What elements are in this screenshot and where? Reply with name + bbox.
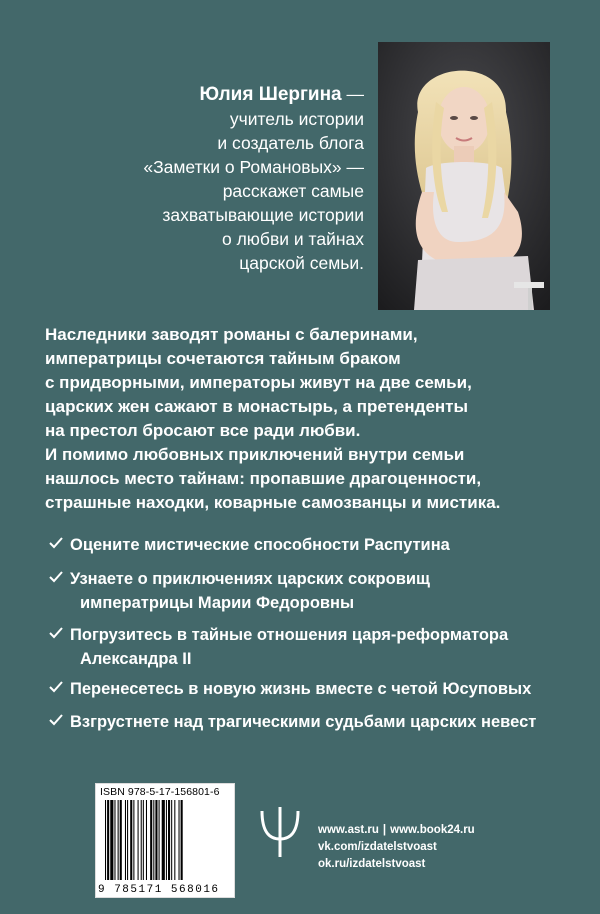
feature-line-2: Александра II xyxy=(80,650,192,668)
feature-text xyxy=(70,567,430,615)
author-photo xyxy=(378,42,550,310)
feature-text xyxy=(70,533,450,557)
book-description xyxy=(45,323,565,515)
feature-line: Перенесетесь в новую жизнь вместе с четой Юсуповых xyxy=(70,680,532,698)
isbn-number: ISBN 978-5-17-156801-6 xyxy=(100,786,220,798)
feature-text xyxy=(70,710,536,734)
link-separator: | xyxy=(382,824,387,836)
barcode-digits: 9 785171 568016 xyxy=(98,884,220,896)
feature-line: Оцените мистические способности Распутина xyxy=(70,536,450,554)
vk-link[interactable]: vk.com/izdatelstvoast xyxy=(318,841,437,853)
site-link-ast[interactable]: www.ast.ru xyxy=(318,824,379,836)
feature-text xyxy=(70,623,508,671)
description-line: Наследники заводят романы с балеринами, xyxy=(45,325,418,344)
description-line: императрицы сочетаются тайным браком xyxy=(45,349,401,368)
check-icon xyxy=(48,679,64,695)
author-line: «Заметки о Романовых» — xyxy=(143,157,364,177)
check-icon xyxy=(48,625,64,641)
author-line: расскажет самые xyxy=(222,181,364,201)
description-line: с придворными, императоры живут на две семьи, xyxy=(45,373,472,392)
author-dash: — xyxy=(341,84,364,104)
check-icon xyxy=(48,569,64,585)
author-line: царской семьи. xyxy=(239,253,364,273)
description-line: нашлось место тайнам: пропавшие драгоценности, xyxy=(45,469,482,488)
links-row xyxy=(318,822,558,839)
site-link-book24[interactable]: www.book24.ru xyxy=(390,824,475,836)
author-line: о любви и тайнах xyxy=(222,229,364,249)
feature-line-2: императрицы Марии Федоровны xyxy=(80,594,355,612)
publisher-links xyxy=(318,822,558,873)
author-name: Юлия Шергина xyxy=(199,84,342,105)
author-line: учитель истории xyxy=(229,109,364,129)
author-name-line xyxy=(44,82,364,107)
author-line: и создатель блога xyxy=(217,133,364,153)
description-line: И помимо любовных приключений внутри семьи xyxy=(45,445,465,464)
feature-line: Узнаете о приключениях царских сокровищ xyxy=(70,570,430,588)
feature-line: Взгрустнете над трагическими судьбами царских невест xyxy=(70,713,537,731)
description-line: страшные находки, коварные самозванцы и мистика. xyxy=(45,493,501,512)
description-line: на престол бросают все ради любви. xyxy=(45,421,361,440)
check-icon xyxy=(48,535,64,551)
check-icon xyxy=(48,712,64,728)
author-line: захватывающие истории xyxy=(162,205,364,225)
psi-logo-icon xyxy=(258,803,302,859)
author-block xyxy=(44,82,364,275)
feature-line: Погрузитесь в тайные отношения царя-реформатора xyxy=(70,626,509,644)
ok-link[interactable]: ok.ru/izdatelstvoast xyxy=(318,858,426,870)
isbn-barcode xyxy=(95,783,235,898)
feature-text xyxy=(70,677,531,701)
description-line: царских жен сажают в монастырь, а претенденты xyxy=(45,397,469,416)
barcode-bars xyxy=(104,800,228,880)
